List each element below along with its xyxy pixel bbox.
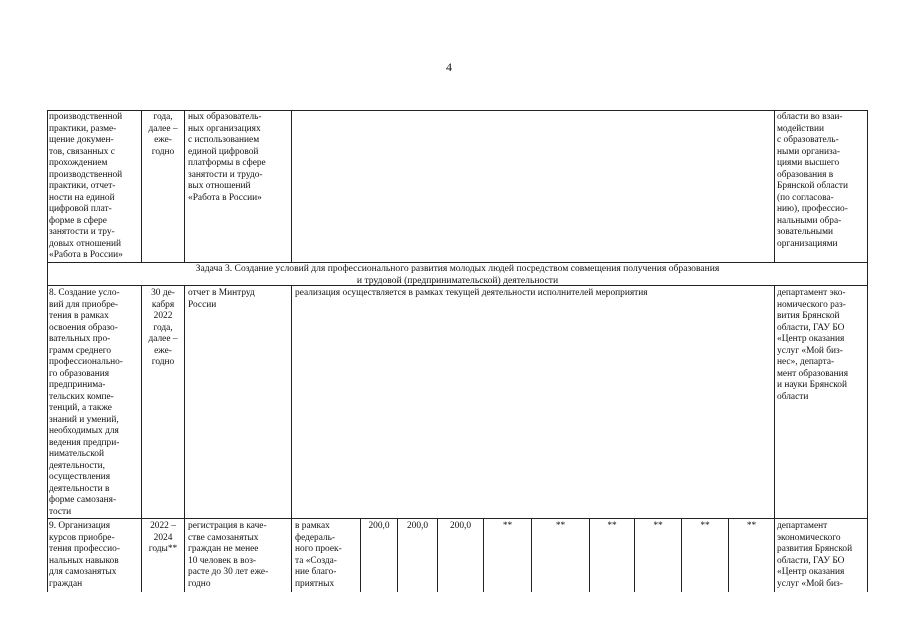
cell-row9-value-3: 200,0 xyxy=(449,521,472,531)
cell-row9-star-2: ** xyxy=(555,521,566,531)
col-divider xyxy=(184,110,185,263)
cell-row9-executor: департамент экономического развития Брянской области, ГАУ БО «Центр оказания услуг «Мой биз- xyxy=(777,521,853,589)
cell-row8-funding-note: реализация осуществляется в рамках текущей деятельности исполнителей мероприятия xyxy=(295,288,648,298)
col-divider xyxy=(291,110,292,263)
col-divider xyxy=(774,285,775,592)
cell-row8-deadline: 30 де- кабря 2022 года, далее – еже- годно xyxy=(148,288,178,367)
cell-row8-result: отчет в Минтруд России xyxy=(188,288,255,310)
cell-row9-value-2: 200,0 xyxy=(406,521,429,531)
cell-row9-activity: 9. Организация курсов приобре- тения профессио- нальных навыков для самозанятых граждан xyxy=(49,521,120,589)
task-header: Задача 3. Создание условий для профессионального развития молодых людей посредством совмещения получения образования и трудовой (предпринимательской) деятельности xyxy=(195,263,720,286)
col-divider xyxy=(291,285,292,592)
cell-row9-star-3: ** xyxy=(607,521,617,531)
cell-row9-star-1: ** xyxy=(502,521,513,531)
table-right-border xyxy=(867,110,868,592)
col-divider xyxy=(774,110,775,263)
cell-row9-star-5: ** xyxy=(700,521,710,531)
cell-row9-star-6: ** xyxy=(746,521,757,531)
cell-row8-executor: департамент эко- номического раз- вития Брянской области, ГАУ БО «Центр оказания услуг «Мой биз- нес», департа- мент образования и науки Брянской области xyxy=(777,288,849,402)
cell-row9-result: регистрация в каче- стве самозанятых граждан не менее 10 человек в воз- расте до 30 лет еже- годно xyxy=(188,521,269,589)
cell-row8-activity: 8. Создание усло- вий для приобре- тения в рамках освоения образо- вательных про- грамм среднего профессионально- го образования предпринима- тельских компе- тенций, а также знаний и умений, необходимых для ведения предпри- нимательской деятельности, осуществления деятельности в форме самозаня- тости xyxy=(49,288,123,517)
table-left-border xyxy=(47,110,48,592)
cell-continued-deadline: года, далее – еже- годно xyxy=(148,112,178,157)
cell-row9-value-1: 200,0 xyxy=(368,521,390,531)
col-divider xyxy=(184,285,185,592)
cell-continued-activity: производственной практики, разме- щение докумен- тов, связанных с прохождением производственной практики, отчет- ности на единой цифровой плат- форме в сфере занятости и тру- довых отношений «Работа в России» xyxy=(49,112,123,260)
table-top-border xyxy=(47,110,868,111)
page-number: 4 xyxy=(446,60,452,74)
cell-continued-result: ных образователь- ных организациях с использованием единой цифровой платформы в сфере занятости и трудо- вых отношений «Работа в России» xyxy=(188,112,266,203)
cell-continued-executor: области во взаи- модействии с образователь- ными организа- циями высшего образования в Брянской области (по согласова- нию), профессио- нальными обра- зовательными организациями xyxy=(777,112,849,249)
cell-row9-star-4: ** xyxy=(653,521,663,531)
row-divider-row9 xyxy=(47,518,868,519)
cell-row9-source: в рамках федераль- ного проек- та «Созда- ние благо- приятных xyxy=(295,521,342,589)
cell-row9-deadline: 2022 – 2024 годы** xyxy=(148,521,178,554)
